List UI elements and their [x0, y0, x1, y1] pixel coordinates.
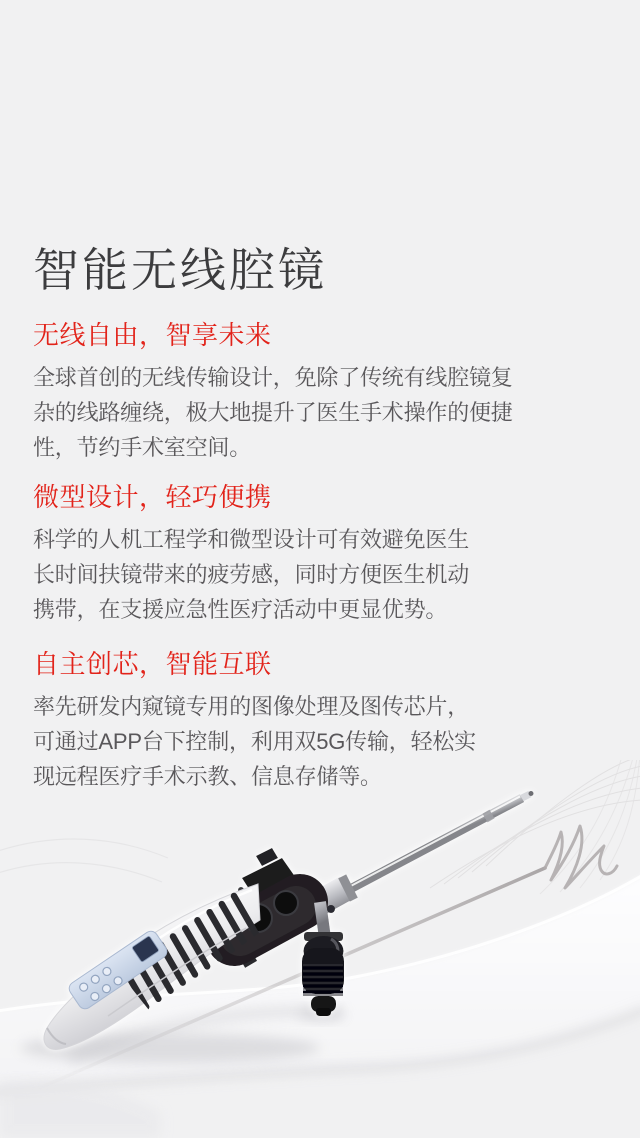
paragraph-line: 全球首创的无线传输设计，免除了传统有线腔镜复 — [33, 365, 513, 390]
paragraph-line: 率先研发内窥镜专用的图像处理及图传芯片， — [33, 694, 470, 719]
product-hero — [0, 760, 640, 1138]
paragraph-line: 杂的线路缠绕，极大地提升了医生手术操作的便捷 — [33, 400, 513, 425]
feature-section-compact — [33, 480, 608, 627]
background-left-lines — [0, 839, 168, 882]
paragraph-line: 现远程医疗手术示教、信息存储等。 — [33, 764, 382, 789]
paragraph-line: 性，节约手术室空间。 — [33, 435, 252, 460]
endoscope-product-image — [0, 760, 640, 1138]
paragraph-line: 携带，在支援应急性医疗活动中更显优势。 — [33, 597, 448, 622]
feature-paragraph — [33, 522, 608, 627]
feature-heading: 无线自由，智享未来 — [33, 320, 272, 350]
paragraph-line: 可通过APP台下控制，利用双5G传输，轻松实 — [33, 729, 476, 754]
paragraph-line: 科学的人机工程学和微型设计可有效避免医生 — [33, 527, 470, 552]
feature-heading: 微型设计，轻巧便携 — [33, 482, 272, 512]
feature-paragraph — [33, 360, 608, 465]
content-column — [33, 0, 608, 794]
feature-section-wireless — [33, 318, 608, 465]
feature-heading: 自主创芯，智能互联 — [33, 649, 272, 679]
page-title: 智能无线腔镜 — [33, 244, 327, 296]
paragraph-line: 长时间扶镜带来的疲劳感，同时方便医生机动 — [33, 562, 470, 587]
